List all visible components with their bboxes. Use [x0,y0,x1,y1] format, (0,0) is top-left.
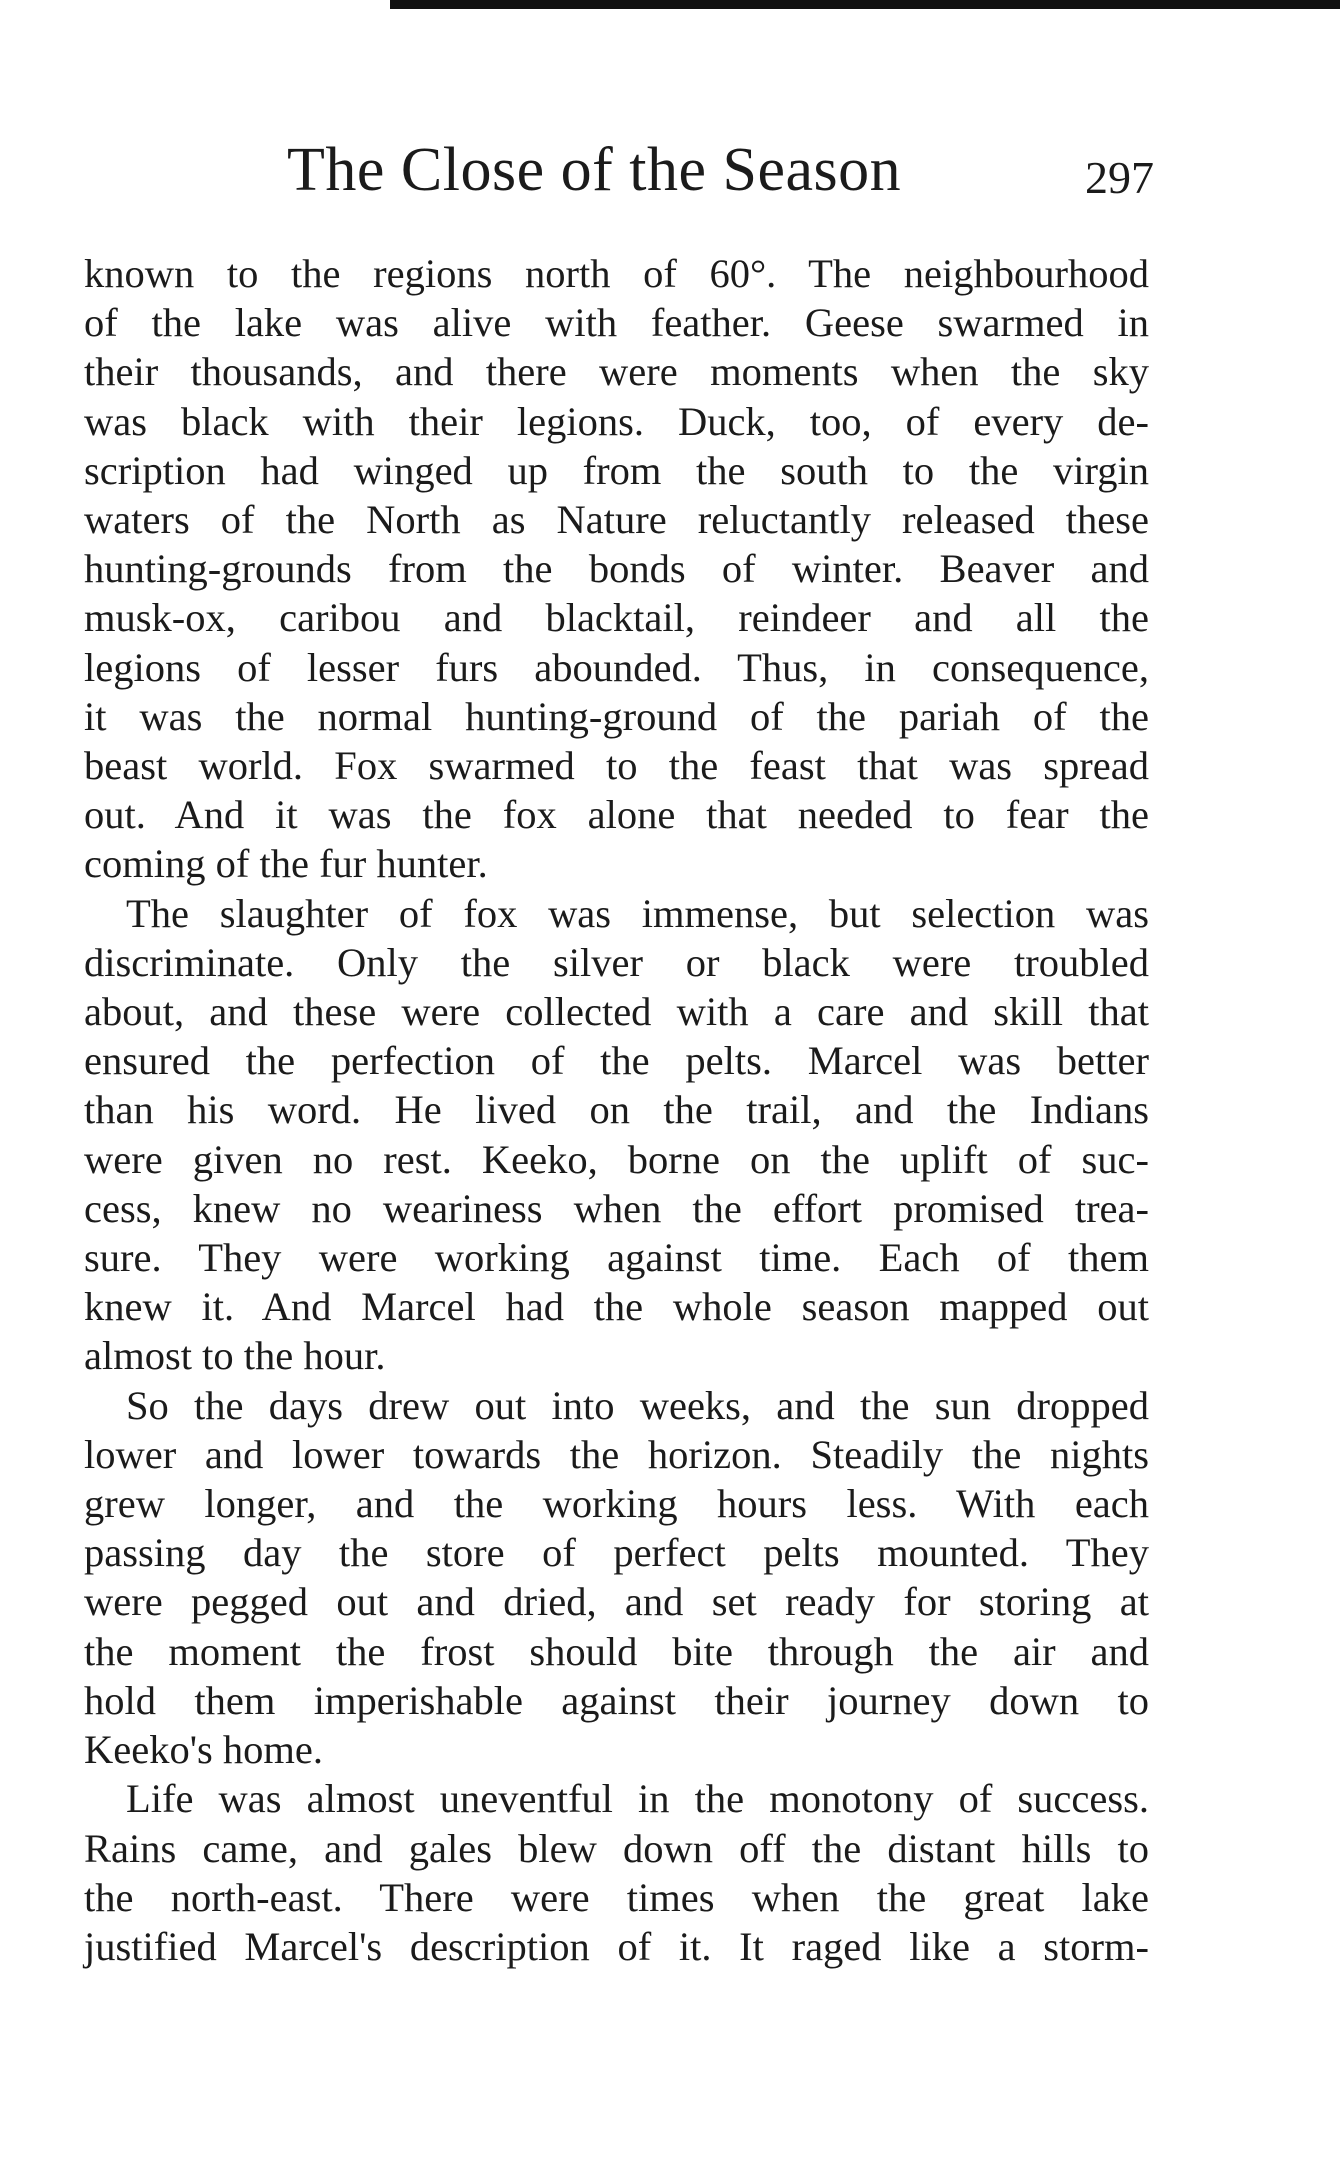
text-line: Keeko's home. [84,1727,323,1773]
text-line: the moment the frost should bite through the air and [84,1628,1149,1674]
text-line: beast world. Fox swarmed to the feast that was spread [84,743,1149,789]
text-line: Rains came, and gales blew down off the distant hills to [84,1825,1149,1871]
text-line: sure. They were working against time. Each of them [84,1235,1149,1281]
text-line: hunting-grounds from the bonds of winter. Beaver and [84,546,1149,592]
text-line: the north-east. There were times when the great lake [84,1874,1149,1920]
paragraph [84,249,1149,889]
text-line: justified Marcel's description of it. It raged like a storm- [84,1923,1149,1969]
top-rule [390,0,1340,9]
paragraph [84,889,1149,1381]
text-line: than his word. He lived on the trail, and the Indians [84,1087,1149,1133]
text-line: passing day the store of perfect pelts mounted. They [84,1530,1149,1576]
text-line: legions of lesser furs abounded. Thus, in consequence, [84,644,1149,690]
page-header [0,130,1340,210]
body-text [84,249,1149,1971]
text-line: lower and lower towards the horizon. Steadily the nights [84,1431,1149,1477]
text-line: about, and these were collected with a care and skill that [84,989,1149,1035]
text-line: grew longer, and the working hours less. With each [84,1481,1149,1527]
text-line: Life was almost uneventful in the monotony of success. [126,1776,1149,1822]
text-line: cess, knew no weariness when the effort promised trea- [84,1185,1149,1231]
text-line: it was the normal hunting-ground of the pariah of the [84,693,1149,739]
text-line: was black with their legions. Duck, too, of every de- [84,398,1149,444]
text-line: knew it. And Marcel had the whole season mapped out [84,1284,1149,1330]
text-line: of the lake was alive with feather. Geese swarmed in [84,300,1149,346]
text-line: out. And it was the fox alone that needed to fear the [84,792,1149,838]
text-line: were pegged out and dried, and set ready for storing at [84,1579,1149,1625]
paragraph [84,1774,1149,1971]
running-head: The Close of the Season [287,136,902,204]
text-line: musk-ox, caribou and blacktail, reindeer and all the [84,595,1149,641]
text-line: ensured the perfection of the pelts. Marcel was better [84,1038,1149,1084]
text-line: known to the regions north of 60°. The neighbourhood [84,251,1149,296]
text-line: their thousands, and there were moments when the sky [84,349,1149,395]
text-line: waters of the North as Nature reluctantly released these [84,497,1149,543]
text-line: So the days drew out into weeks, and the sun dropped [126,1382,1149,1428]
text-line: discriminate. Only the silver or black were troubled [84,939,1149,985]
text-line: almost to the hour. [84,1333,386,1379]
page-number: 297 [1085,152,1154,203]
paragraph [84,1381,1149,1775]
text-line: scription had winged up from the south to the virgin [84,447,1149,493]
text-line: hold them imperishable against their journey down to [84,1677,1149,1723]
text-line: coming of the fur hunter. [84,841,488,887]
text-line: The slaughter of fox was immense, but selection was [126,890,1149,936]
text-line: were given no rest. Keeko, borne on the uplift of suc- [84,1136,1149,1182]
